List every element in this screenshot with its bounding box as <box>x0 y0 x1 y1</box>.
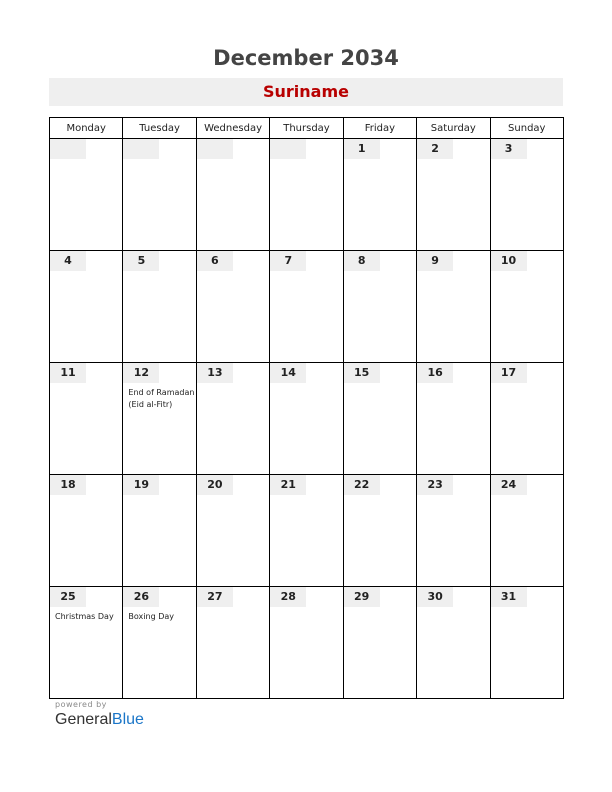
day-cell <box>417 363 490 475</box>
empty-day-marker <box>197 139 233 159</box>
brand-general: General <box>55 711 112 728</box>
day-cell <box>50 139 123 251</box>
day-cell <box>270 587 343 699</box>
day-cell <box>196 139 269 251</box>
day-cell <box>196 587 269 699</box>
day-cell <box>490 587 563 699</box>
powered-by-text: powered by <box>55 700 107 709</box>
day-number: 19 <box>123 475 159 495</box>
empty-day-marker <box>270 139 306 159</box>
day-number: 20 <box>197 475 233 495</box>
day-cell <box>123 139 196 251</box>
weekday-friday: Friday <box>343 118 416 139</box>
day-cell <box>417 587 490 699</box>
day-number: 4 <box>50 251 86 271</box>
day-cell <box>343 587 416 699</box>
day-number: 24 <box>491 475 527 495</box>
day-number: 22 <box>344 475 380 495</box>
day-cell <box>490 251 563 363</box>
day-number: 29 <box>344 587 380 607</box>
day-number: 11 <box>50 363 86 383</box>
day-cell <box>343 363 416 475</box>
country-banner <box>49 78 563 106</box>
day-number: 3 <box>491 139 527 159</box>
day-number: 17 <box>491 363 527 383</box>
day-number: 9 <box>417 251 453 271</box>
day-number: 21 <box>270 475 306 495</box>
day-cell <box>196 363 269 475</box>
day-number: 1 <box>344 139 380 159</box>
week-row <box>50 251 564 363</box>
day-cell <box>343 475 416 587</box>
day-cell <box>417 475 490 587</box>
generalblue-logo <box>55 711 144 729</box>
day-number: 14 <box>270 363 306 383</box>
day-cell <box>490 363 563 475</box>
day-cell <box>50 475 123 587</box>
day-number: 8 <box>344 251 380 271</box>
brand-blue: Blue <box>111 711 144 728</box>
empty-day-marker <box>123 139 159 159</box>
footer <box>55 700 144 729</box>
day-cell <box>417 139 490 251</box>
week-row <box>50 139 564 251</box>
day-number: 12 <box>123 363 159 383</box>
day-cell <box>50 363 123 475</box>
day-cell <box>123 475 196 587</box>
day-number: 5 <box>123 251 159 271</box>
country-name: Suriname <box>263 82 349 101</box>
holiday-label: Boxing Day <box>128 612 175 621</box>
weekday-wednesday: Wednesday <box>196 118 269 139</box>
week-row <box>50 475 564 587</box>
day-cell <box>417 251 490 363</box>
page-title: December 2034 <box>213 46 399 70</box>
day-number: 25 <box>50 587 86 607</box>
day-cell <box>123 587 196 699</box>
day-cell <box>343 139 416 251</box>
day-cell <box>123 363 196 475</box>
day-cell <box>50 587 123 699</box>
day-number: 2 <box>417 139 453 159</box>
holiday-label: Christmas Day <box>55 612 114 621</box>
week-row <box>50 363 564 475</box>
day-number: 23 <box>417 475 453 495</box>
day-number: 28 <box>270 587 306 607</box>
day-cell <box>270 251 343 363</box>
day-cell <box>270 363 343 475</box>
day-cell <box>343 251 416 363</box>
weekday-sunday: Sunday <box>490 118 563 139</box>
day-cell <box>196 251 269 363</box>
day-number: 15 <box>344 363 380 383</box>
weekday-monday: Monday <box>50 118 123 139</box>
day-number: 18 <box>50 475 86 495</box>
empty-day-marker <box>50 139 86 159</box>
day-number: 30 <box>417 587 453 607</box>
weekday-saturday: Saturday <box>417 118 490 139</box>
week-row <box>50 587 564 699</box>
day-number: 27 <box>197 587 233 607</box>
day-number: 26 <box>123 587 159 607</box>
calendar-grid <box>49 117 564 699</box>
holiday-label: End of Ramadan (Eid al-Fitr) <box>128 388 195 409</box>
weekday-thursday: Thursday <box>270 118 343 139</box>
day-number: 31 <box>491 587 527 607</box>
weekday-header-row <box>50 118 564 139</box>
weekday-tuesday: Tuesday <box>123 118 196 139</box>
day-number: 6 <box>197 251 233 271</box>
day-cell <box>490 139 563 251</box>
day-number: 13 <box>197 363 233 383</box>
day-cell <box>270 139 343 251</box>
day-cell <box>196 475 269 587</box>
day-number: 16 <box>417 363 453 383</box>
day-cell <box>490 475 563 587</box>
day-cell <box>270 475 343 587</box>
day-number: 7 <box>270 251 306 271</box>
day-number: 10 <box>491 251 527 271</box>
day-cell <box>123 251 196 363</box>
day-cell <box>50 251 123 363</box>
